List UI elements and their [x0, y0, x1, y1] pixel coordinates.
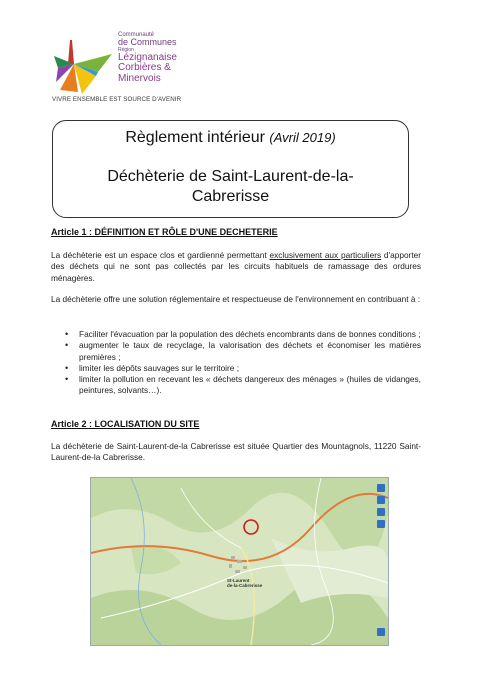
- logo-line: Communauté: [118, 32, 155, 38]
- logo: [52, 30, 182, 102]
- location-map[interactable]: [90, 477, 389, 646]
- article-1-heading: Article 1 : DÉFINITION ET RÔLE D'UNE DECHETERIE: [51, 227, 278, 237]
- article-1-paragraph-2: La déchèterie offre une solution réglementaire et respectueuse de l'environnement en contribuant à :: [51, 294, 421, 304]
- logo-line: Lézignanaise: [118, 51, 177, 63]
- subtitle-line: Cabrerisse: [191, 188, 270, 205]
- map-terrain: [91, 478, 388, 645]
- list-item: • limiter la pollution en recevant les « déchets dangereux des ménages » (huiles de vidanges, peintures, solvants…).: [65, 374, 421, 397]
- title-box: [52, 120, 409, 218]
- title-date: (Avril 2019): [269, 130, 336, 145]
- page-title: [53, 129, 408, 147]
- map-fullscreen-button[interactable]: [377, 628, 385, 636]
- logo-line: Corbières &: [118, 62, 171, 74]
- map-locate-button[interactable]: [377, 520, 385, 528]
- title-text: Règlement intérieur: [125, 129, 265, 146]
- map-town-line: St-Laurent: [227, 578, 250, 583]
- logo-line: de Communes: [118, 37, 177, 48]
- logo-text: [118, 32, 238, 84]
- list-item: • augmenter le taux de recyclage, la valorisation des déchets et économiser les matières premières ;: [65, 340, 421, 363]
- article-2-heading: Article 2 : LOCALISATION DU SITE: [51, 419, 200, 429]
- map-layers-button[interactable]: [377, 508, 385, 516]
- map-town-label: [227, 578, 262, 588]
- map-zoom-out-button[interactable]: [377, 496, 385, 504]
- article-1-bullet-list: [65, 329, 421, 397]
- subtitle-line: Déchèterie de Saint-Laurent-de-la-: [107, 168, 354, 185]
- logo-line: Région: [118, 46, 134, 53]
- paragraph-text: d'apporter des déchets qui ne sont pas collectés par les circuits habituels de ramassage des ordures ménagères.: [51, 250, 422, 283]
- list-item: • limiter les dépôts sauvages sur le territoire ;: [65, 363, 421, 374]
- map-town-line: de-la-Cabrerisse: [227, 583, 263, 588]
- list-item: • Faciliter l'évacuation par la population des déchets encombrants dans de bonnes conditions ;: [65, 329, 421, 340]
- article-1-paragraph-1: [51, 250, 421, 284]
- map-zoom-in-button[interactable]: [377, 484, 385, 492]
- logo-emblem-icon: [52, 34, 114, 96]
- article-2-paragraph-1: La déchèterie de Saint-Laurent-de-la Cabrerisse est située Quartier des Mountagnols, 11220 Saint-Laurent-de-la Cabrerisse.: [51, 441, 421, 463]
- page-subtitle: [53, 167, 408, 207]
- logo-line: Minervois: [118, 72, 161, 84]
- paragraph-text: La déchèterie est un espace clos et gardienné permettant: [51, 250, 270, 260]
- logo-slogan: VIVRE ENSEMBLE EST SOURCE D'AVENIR: [52, 96, 182, 103]
- underlined-text: exclusivement aux particuliers: [269, 250, 382, 260]
